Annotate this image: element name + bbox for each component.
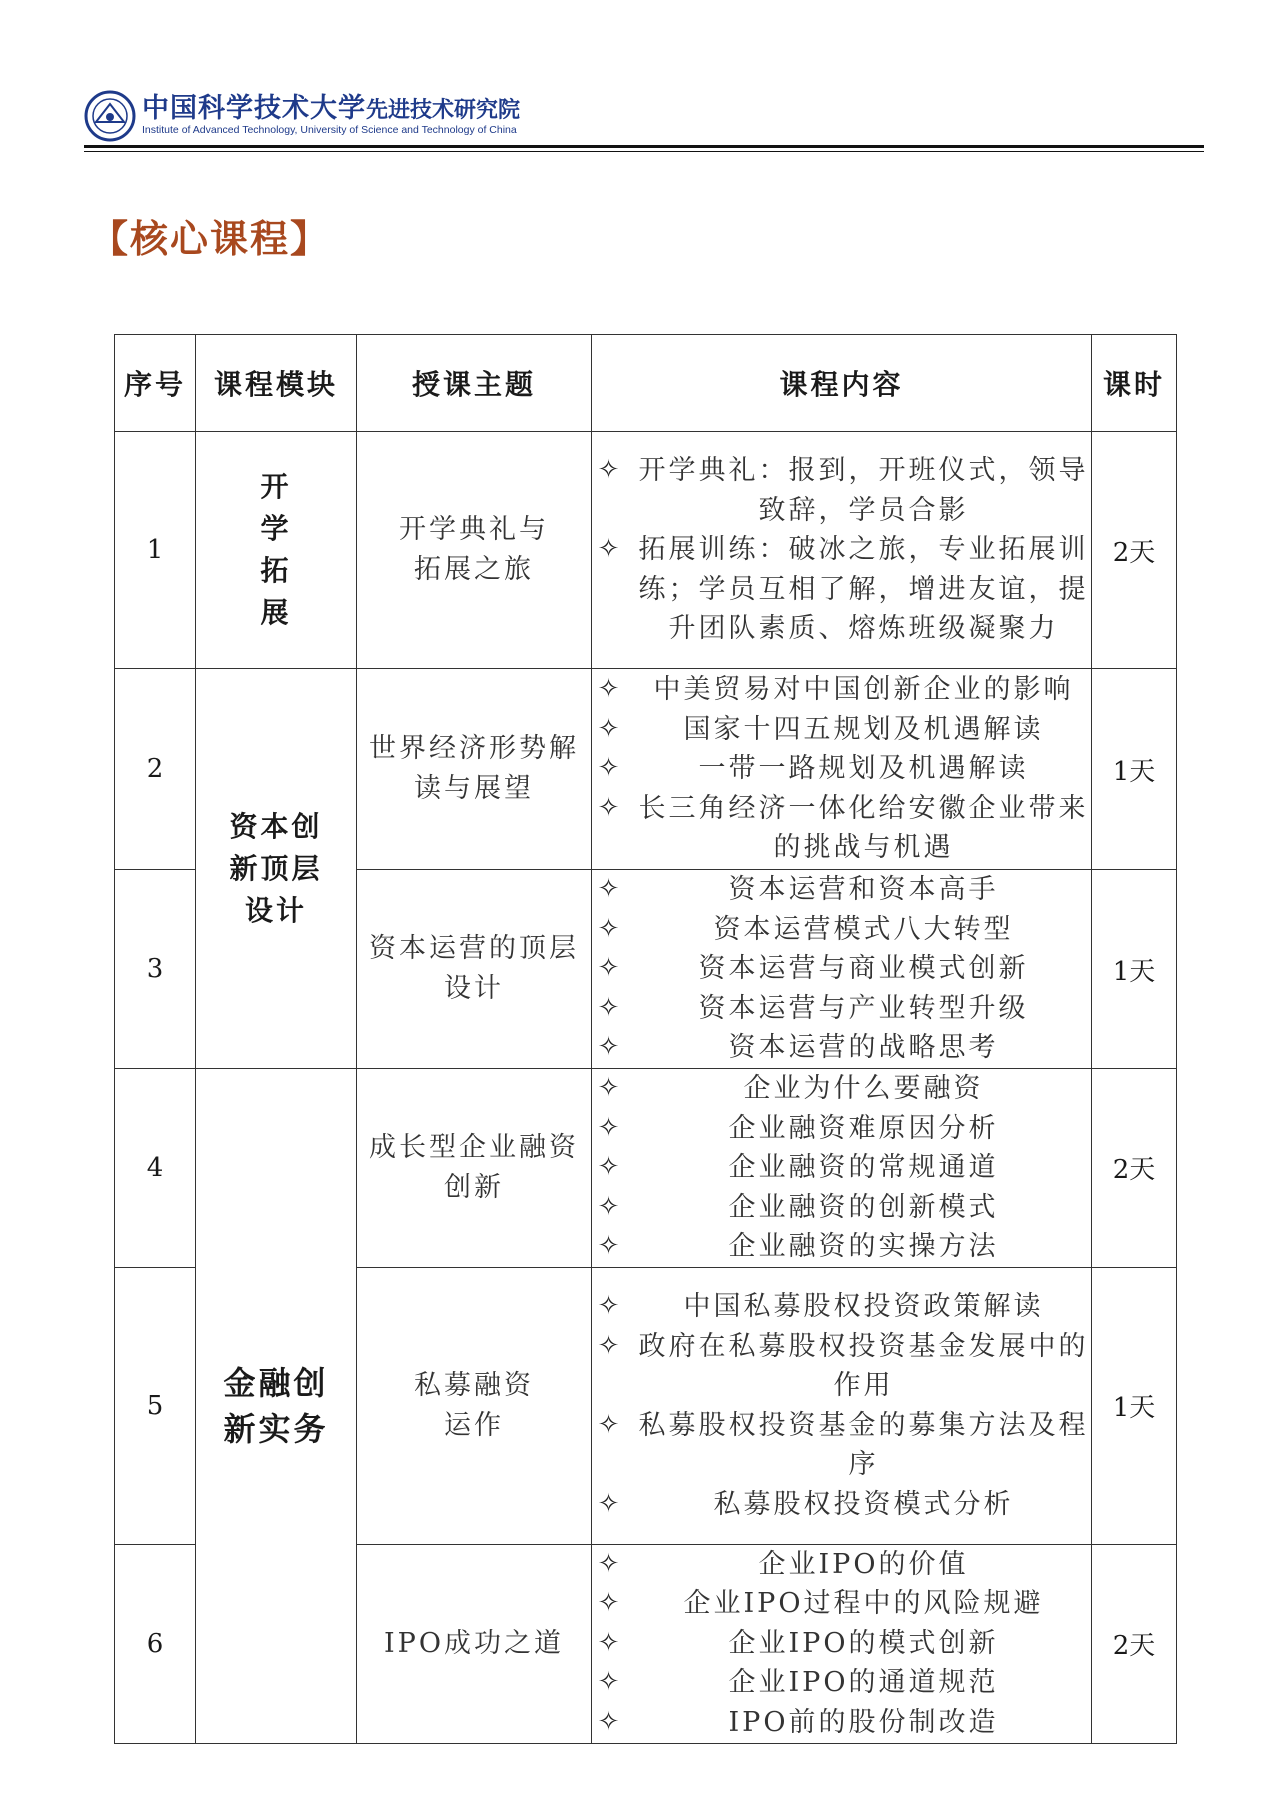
- list-item: ✧ 资本运营与商业模式创新: [592, 949, 1091, 989]
- hours-cell: 2天: [1092, 1069, 1177, 1268]
- row-index: 6: [115, 1544, 196, 1743]
- list-item: ✧ 资本运营与产业转型升级: [592, 989, 1091, 1029]
- list-item: ✧ IPO前的股份制改造: [592, 1703, 1091, 1743]
- header-rule-thick: [84, 145, 1204, 148]
- table-row: [115, 432, 1177, 669]
- diamond-star-bullet-icon: ✧: [597, 1667, 623, 1698]
- hours-cell: 1天: [1092, 870, 1177, 1069]
- list-item: ✧ 中美贸易对中国创新企业的影响: [592, 670, 1091, 710]
- course-table: [114, 334, 1177, 1744]
- topic-cell: [357, 669, 592, 870]
- section-title: 【核心课程】: [90, 216, 331, 261]
- list-item: ✧ 企业IPO的价值: [592, 1545, 1091, 1585]
- module-name: 资本创新顶层设计: [229, 809, 323, 927]
- list-item: ✧ 拓展训练：破冰之旅，专业拓展训练；学员互相了解，增进友谊，提升团队素质、熔炼班级凝聚力: [592, 530, 1091, 649]
- content-cell: [592, 870, 1092, 1069]
- org-english-name: Institute of Advanced Technology, University of Science and Technology of China: [142, 124, 517, 136]
- content-cell: [592, 432, 1092, 669]
- topic-cell: [357, 1069, 592, 1268]
- module-cell: [196, 669, 357, 1069]
- module-name: 开学拓展: [260, 470, 292, 629]
- list-item: ✧ 企业IPO的通道规范: [592, 1663, 1091, 1703]
- list-item: ✧ 国家十四五规划及机遇解读: [592, 710, 1091, 750]
- topic-name: 资本运营的顶层设计: [369, 933, 579, 1004]
- list-item: ✧ 企业IPO过程中的风险规避: [592, 1584, 1091, 1624]
- list-item: ✧ 一带一路规划及机遇解读: [592, 749, 1091, 789]
- diamond-star-bullet-icon: ✧: [597, 1488, 623, 1519]
- row-index: 5: [115, 1267, 196, 1544]
- hours-cell: 2天: [1092, 432, 1177, 669]
- diamond-star-bullet-icon: ✧: [597, 953, 623, 984]
- diamond-star-bullet-icon: ✧: [597, 1627, 623, 1658]
- diamond-star-bullet-icon: ✧: [597, 1706, 623, 1737]
- diamond-star-bullet-icon: ✧: [597, 534, 623, 565]
- university-seal-logo: [84, 90, 136, 142]
- diamond-star-bullet-icon: ✧: [597, 1291, 623, 1321]
- list-item: ✧ 资本运营和资本高手: [592, 870, 1091, 910]
- module-cell: [196, 432, 357, 669]
- module-cell: [196, 1069, 357, 1744]
- list-item: ✧ 私募股权投资基金的募集方法及程序: [592, 1406, 1091, 1485]
- content-cell: [592, 1544, 1092, 1743]
- list-item: ✧ 企业融资的常规通道: [592, 1148, 1091, 1188]
- row-index: 4: [115, 1069, 196, 1268]
- diamond-star-bullet-icon: ✧: [597, 1152, 623, 1182]
- list-item: ✧ 企业融资的实操方法: [592, 1227, 1091, 1267]
- hours-cell: 2天: [1092, 1544, 1177, 1743]
- diamond-star-bullet-icon: ✧: [597, 874, 623, 905]
- topic-name: 开学典礼与拓展之旅: [399, 514, 549, 585]
- content-cell: [592, 1069, 1092, 1268]
- row-index: 2: [115, 669, 196, 870]
- diamond-star-bullet-icon: ✧: [597, 1548, 623, 1579]
- list-item: ✧ 企业为什么要融资: [592, 1069, 1091, 1109]
- list-item: ✧ 私募股权投资模式分析: [592, 1485, 1091, 1525]
- topic-name: IPO成功之道: [384, 1627, 564, 1659]
- org-subname: 先进技术研究院: [366, 97, 521, 123]
- table-row: [115, 669, 1177, 870]
- header-index: 序号: [115, 335, 196, 432]
- page-header: [84, 84, 1204, 154]
- diamond-star-bullet-icon: ✧: [597, 913, 623, 944]
- header-rule-thin: [84, 151, 1204, 152]
- list-item: ✧ 开学典礼：报到，开班仪式，领导致辞，学员合影: [592, 451, 1091, 530]
- list-item: ✧ 企业IPO的模式创新: [592, 1624, 1091, 1664]
- diamond-star-bullet-icon: ✧: [597, 1032, 623, 1063]
- topic-name: 私募融资运作: [414, 1369, 534, 1441]
- diamond-star-bullet-icon: ✧: [597, 713, 623, 744]
- topic-name: 成长型企业融资创新: [369, 1131, 579, 1203]
- content-cell: [592, 669, 1092, 870]
- diamond-star-bullet-icon: ✧: [597, 1231, 623, 1261]
- list-item: ✧ 政府在私募股权投资基金发展中的作用: [592, 1327, 1091, 1406]
- diamond-star-bullet-icon: ✧: [597, 1330, 623, 1361]
- diamond-star-bullet-icon: ✧: [597, 1191, 623, 1222]
- header-topic: 授课主题: [357, 335, 592, 432]
- diamond-star-bullet-icon: ✧: [597, 753, 623, 784]
- diamond-star-bullet-icon: ✧: [597, 455, 623, 486]
- diamond-star-bullet-icon: ✧: [597, 792, 623, 823]
- list-item: ✧ 企业融资难原因分析: [592, 1109, 1091, 1149]
- topic-name: 世界经济形势解读与展望: [369, 733, 579, 804]
- topic-cell: [357, 1544, 592, 1743]
- hours-cell: 1天: [1092, 1267, 1177, 1544]
- topic-cell: [357, 870, 592, 1069]
- topic-cell: [357, 432, 592, 669]
- hours-cell: 1天: [1092, 669, 1177, 870]
- row-index: 1: [115, 432, 196, 669]
- diamond-star-bullet-icon: ✧: [597, 992, 623, 1023]
- row-index: 3: [115, 870, 196, 1069]
- content-cell: [592, 1267, 1092, 1544]
- diamond-star-bullet-icon: ✧: [597, 1588, 623, 1619]
- list-item: ✧ 资本运营的战略思考: [592, 1028, 1091, 1068]
- list-item: ✧ 企业融资的创新模式: [592, 1188, 1091, 1228]
- diamond-star-bullet-icon: ✧: [597, 674, 623, 705]
- diamond-star-bullet-icon: ✧: [597, 1112, 623, 1143]
- header-hours: 课时: [1092, 335, 1177, 432]
- table-header-row: [115, 335, 1177, 432]
- module-name: 金融创新实务: [223, 1363, 329, 1448]
- diamond-star-bullet-icon: ✧: [597, 1409, 623, 1440]
- header-module: 课程模块: [196, 335, 357, 432]
- table-row: [115, 1069, 1177, 1268]
- header-content: 课程内容: [592, 335, 1092, 432]
- list-item: ✧ 长三角经济一体化给安徽企业带来的挑战与机遇: [592, 789, 1091, 868]
- topic-cell: [357, 1267, 592, 1544]
- diamond-star-bullet-icon: ✧: [597, 1073, 623, 1103]
- list-item: ✧ 中国私募股权投资政策解读: [592, 1287, 1091, 1327]
- org-name: 中国科学技术大学先进技术研究院: [142, 93, 521, 124]
- list-item: ✧ 资本运营模式八大转型: [592, 910, 1091, 950]
